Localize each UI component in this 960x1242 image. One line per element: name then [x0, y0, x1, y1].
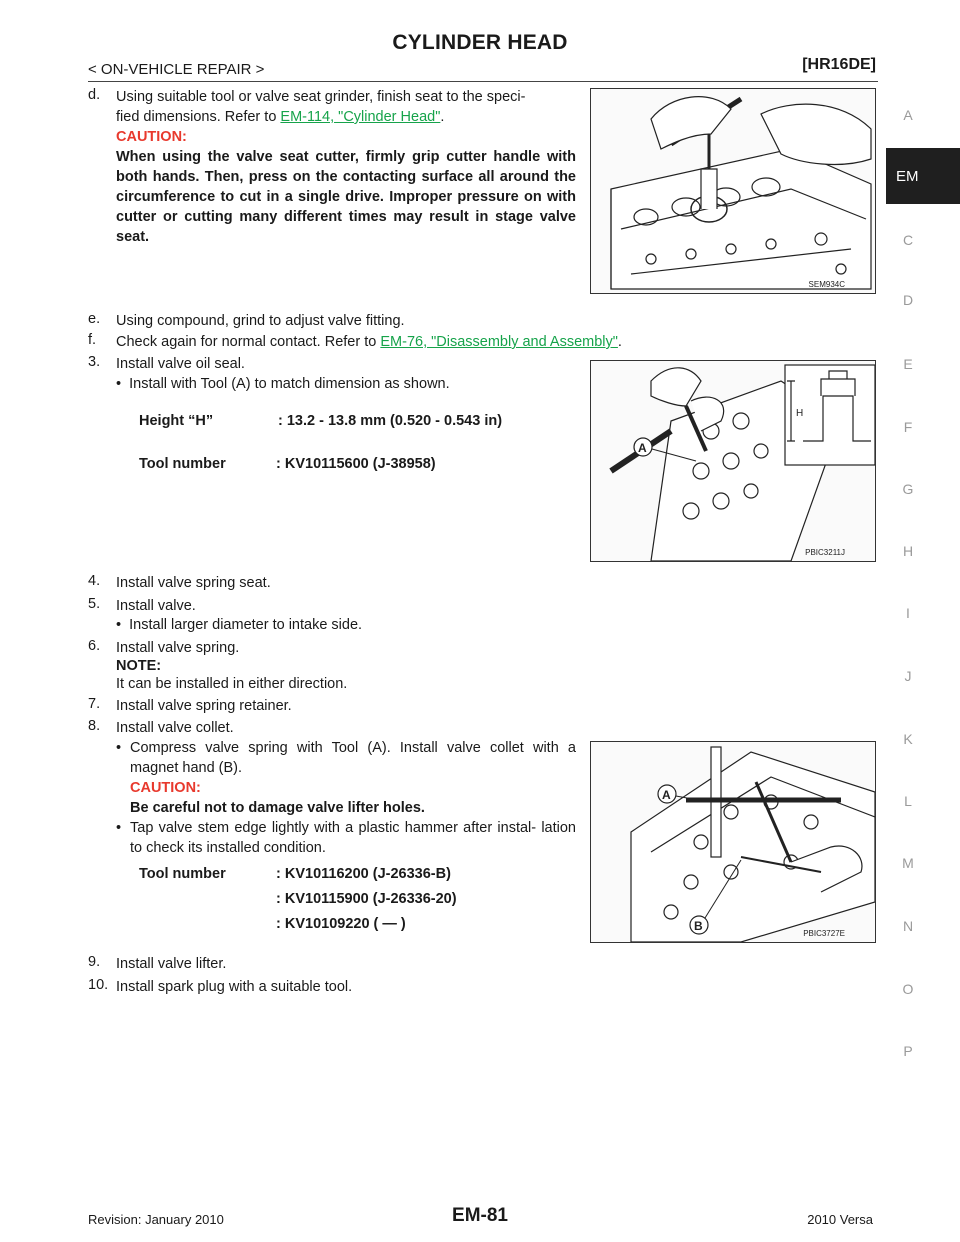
step-5-label: 5.	[88, 596, 101, 612]
step-4-label: 4.	[88, 573, 101, 589]
caution-label-2: CAUTION:	[130, 780, 201, 796]
spec-tool-value-2: : KV10115900 (J-26336-20)	[276, 891, 457, 907]
callout-b: B	[694, 919, 703, 933]
step-6-label: 6.	[88, 638, 101, 654]
note-text: It can be installed in either direction.	[116, 676, 348, 692]
step-f-label: f.	[88, 332, 97, 348]
step-7-text: Install valve spring retainer.	[116, 698, 292, 714]
step-10-label: 10.	[88, 977, 109, 993]
index-letter-h[interactable]: H	[902, 543, 914, 559]
spec-tool-value: : KV10115600 (J-38958)	[276, 456, 436, 472]
step-e-text: Using compound, grind to adjust valve fitting.	[116, 313, 405, 329]
index-letter-n[interactable]: N	[902, 918, 914, 934]
index-letter-c[interactable]: C	[902, 232, 914, 248]
step-d-label: d.	[88, 87, 101, 103]
step-8-bullet-1: • Compress valve spring with Tool (A). Install valve collet with a magnet hand (B). CAUTION: Be careful not to damage valve lifter holes. • Tap valve stem edge lightly with a plastic hammer after instal- lation to check its installed condition.	[116, 740, 576, 856]
cylinder-head-illustration	[591, 89, 876, 294]
figure-code: SEM934C	[808, 280, 845, 289]
figure-code: PBIC3211J	[805, 548, 845, 557]
step-d	[116, 87, 576, 247]
spec-tool-label-2: Tool number	[139, 866, 226, 882]
index-letter-j[interactable]: J	[904, 668, 912, 684]
step-3-text: Install valve oil seal.	[116, 356, 245, 372]
step-3-bullet: • Install with Tool (A) to match dimension as shown.	[116, 376, 450, 392]
index-tab-em[interactable]: EM	[886, 148, 960, 204]
valve-collet-illustration	[591, 742, 876, 943]
step-8-label: 8.	[88, 718, 101, 734]
caution-text-2: Be careful not to damage valve lifter holes.	[130, 800, 425, 816]
spec-tool-label: Tool number	[139, 456, 226, 472]
step-7-label: 7.	[88, 696, 101, 712]
index-letter-f[interactable]: F	[903, 419, 913, 435]
index-letter-e[interactable]: E	[903, 356, 913, 372]
caution-label: CAUTION:	[116, 129, 187, 145]
index-letter-a[interactable]: A	[903, 107, 913, 123]
step-f: Check again for normal contact. Refer to EM-76, "Disassembly and Assembly".	[116, 334, 622, 350]
step-8-bullet-2: • Tap valve stem edge lightly with a plastic hammer after instal- lation to check its installed condition.	[116, 820, 576, 856]
section-index	[886, 0, 960, 1242]
spec-tool-value-1: : KV10116200 (J-26336-B)	[276, 866, 451, 882]
callout-a: A	[638, 441, 647, 455]
page-title: CYLINDER HEAD	[392, 31, 568, 54]
step-9-label: 9.	[88, 954, 101, 970]
caution-text: When using the valve seat cutter, firmly grip cutter handle with both hands. Then, press on the contacting surface all around the circumference to cut in a single drive. Improper pressure on with cutter or cutting many different times may result in stage valve seat.	[116, 149, 576, 245]
step-d-text-line1: Using suitable tool or valve seat grinder, finish seat to the speci-	[116, 89, 526, 105]
note-label: NOTE:	[116, 658, 162, 674]
spec-height-value: : 13.2 - 13.8 mm (0.520 - 0.543 in)	[278, 413, 503, 429]
link-cylinder-head[interactable]: EM-114, "Cylinder Head"	[280, 109, 441, 125]
dimension-h-label: H	[796, 408, 804, 419]
index-letter-i[interactable]: I	[906, 605, 910, 621]
step-5-bullet: • Install larger diameter to intake side.	[116, 617, 363, 633]
step-d-text-line2: fied dimensions. Refer to EM-114, "Cylinder Head".	[116, 109, 445, 125]
breadcrumb: < ON-VEHICLE REPAIR >	[88, 61, 265, 78]
step-e-label: e.	[88, 311, 101, 327]
link-disassembly[interactable]: EM-76, "Disassembly and Assembly"	[380, 334, 618, 350]
index-letter-g[interactable]: G	[902, 481, 914, 497]
step-5-text: Install valve.	[116, 598, 196, 614]
index-letter-k[interactable]: K	[903, 731, 913, 747]
index-letter-l[interactable]: L	[904, 793, 912, 809]
spec-tool-value-3: : KV10109220 ( — )	[276, 916, 406, 932]
oil-seal-illustration	[591, 361, 876, 562]
step-9-text: Install valve lifter.	[116, 956, 227, 972]
footer-revision: Revision: January 2010	[88, 1212, 224, 1227]
header-rule	[88, 81, 878, 82]
step-4-text: Install valve spring seat.	[116, 575, 271, 591]
index-letter-o[interactable]: O	[902, 981, 914, 997]
step-6-text: Install valve spring.	[116, 640, 240, 656]
page-number: EM-81	[452, 1205, 508, 1226]
step-8-text: Install valve collet.	[116, 720, 234, 736]
index-letter-m[interactable]: M	[902, 855, 914, 871]
footer-model-year: 2010 Versa	[807, 1212, 873, 1227]
model-code: [HR16DE]	[802, 56, 876, 73]
figure-valve-oil-seal	[590, 360, 876, 562]
spec-height-label: Height “H”	[139, 413, 214, 429]
figure-code: PBIC3727E	[803, 929, 845, 938]
step-3-label: 3.	[88, 354, 101, 370]
index-letter-d[interactable]: D	[902, 292, 914, 308]
figure-valve-collet	[590, 741, 876, 943]
index-letter-p[interactable]: P	[903, 1043, 913, 1059]
figure-valve-seat-cutter	[590, 88, 876, 294]
callout-a-2: A	[662, 788, 671, 802]
step-10-text: Install spark plug with a suitable tool.	[116, 979, 353, 995]
